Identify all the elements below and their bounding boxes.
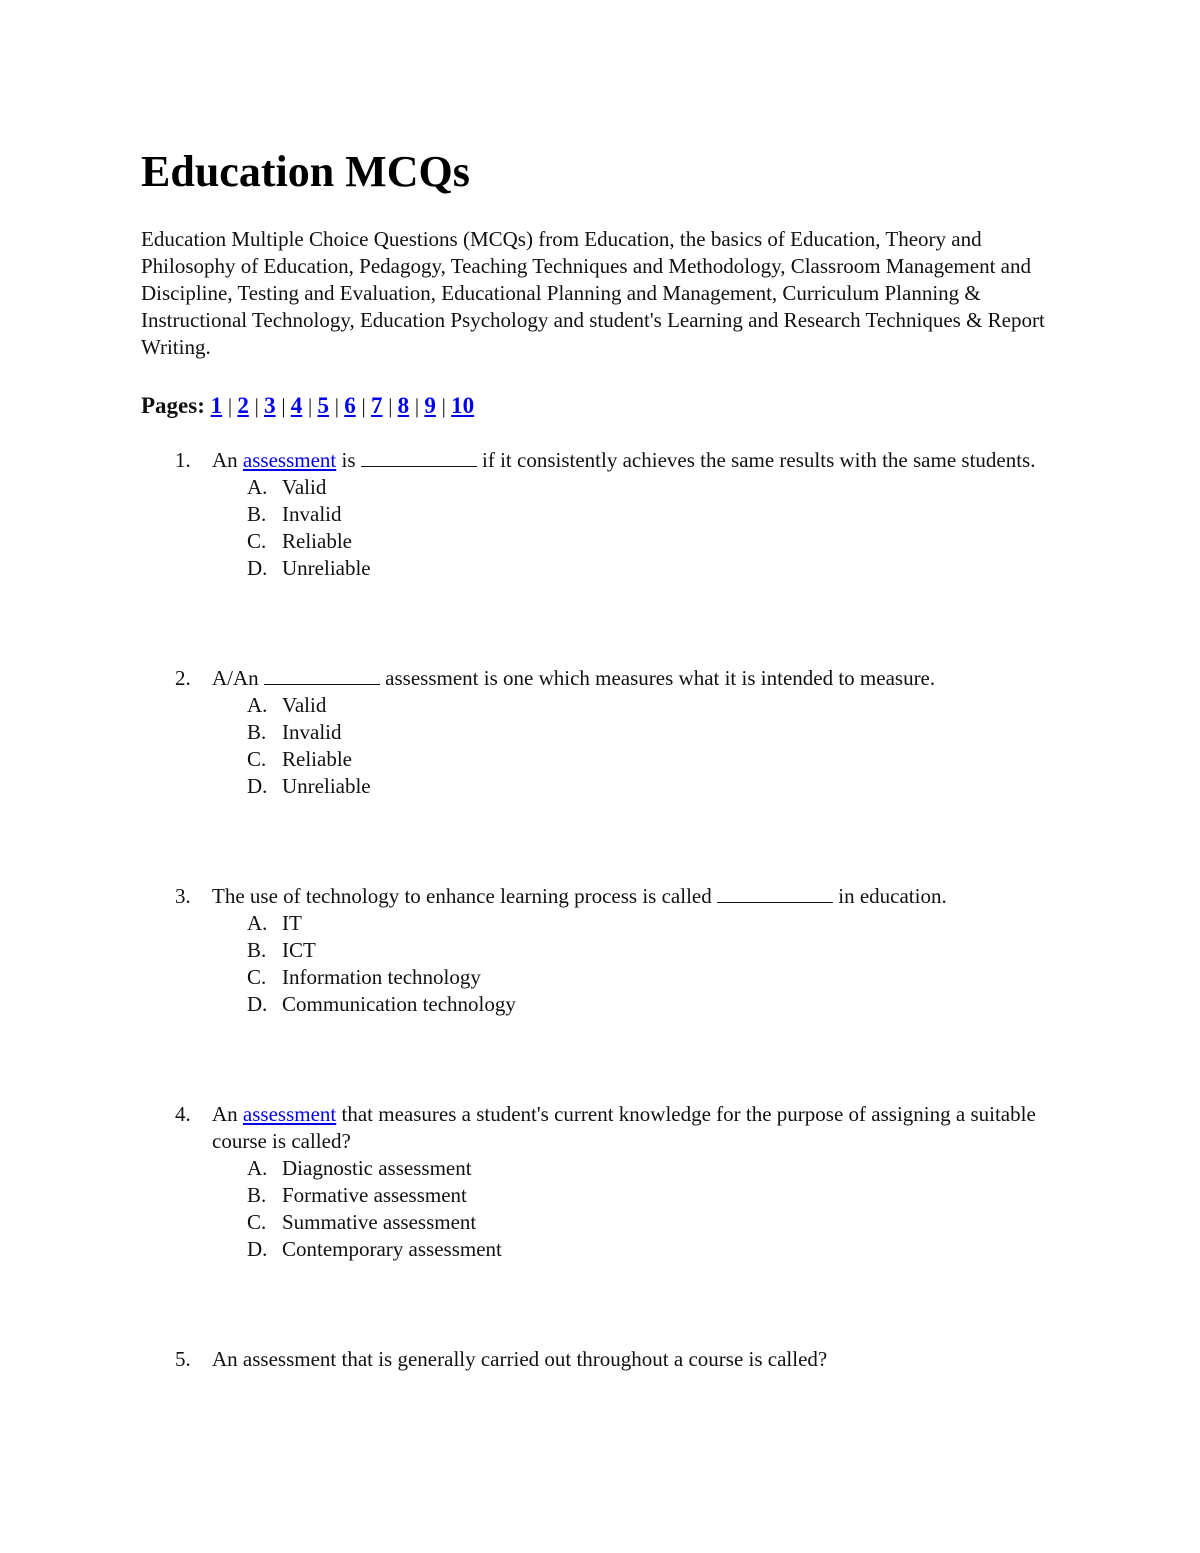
option-item bbox=[212, 1182, 1071, 1209]
pagination bbox=[141, 391, 1071, 421]
option-item bbox=[212, 746, 1071, 773]
option-item bbox=[212, 719, 1071, 746]
option-item bbox=[212, 937, 1071, 964]
option-text: Information technology bbox=[282, 965, 481, 989]
page-separator: | bbox=[414, 394, 425, 418]
option-text: Diagnostic assessment bbox=[282, 1156, 472, 1180]
option-letter: D. bbox=[247, 556, 268, 580]
option-list bbox=[212, 1155, 1071, 1263]
question-number: 5. bbox=[175, 1347, 191, 1371]
page-separator: | bbox=[388, 394, 398, 418]
option-item bbox=[212, 528, 1071, 555]
question-text-part: assessment is one which measures what it is intended to measure. bbox=[379, 666, 936, 690]
option-item bbox=[212, 474, 1071, 501]
question-text: An assessment that is generally carried out throughout a course is called? bbox=[212, 1347, 828, 1371]
question-number: 2. bbox=[175, 666, 191, 690]
option-list bbox=[212, 474, 1071, 582]
question-text bbox=[212, 1101, 1071, 1155]
question-list bbox=[141, 447, 1071, 1373]
pagination-label: Pages: bbox=[141, 393, 211, 418]
option-text: Invalid bbox=[282, 720, 342, 744]
question-text bbox=[212, 665, 1071, 692]
page-separator: | bbox=[441, 394, 452, 418]
question-text-part: in education. bbox=[832, 884, 947, 908]
option-letter: B. bbox=[247, 938, 267, 962]
option-item bbox=[212, 773, 1071, 800]
page-link-7[interactable]: 7 bbox=[370, 393, 383, 418]
option-letter: C. bbox=[247, 1210, 267, 1234]
option-text: Reliable bbox=[282, 529, 352, 553]
option-text: Summative assessment bbox=[282, 1210, 477, 1234]
question-text-part: An bbox=[212, 448, 243, 472]
option-text: Unreliable bbox=[282, 774, 371, 798]
page-link-4[interactable]: 4 bbox=[290, 393, 303, 418]
page-link-6[interactable]: 6 bbox=[344, 393, 356, 418]
page-link-8[interactable]: 8 bbox=[397, 393, 410, 418]
option-item bbox=[212, 692, 1071, 719]
option-text: Reliable bbox=[282, 747, 352, 771]
question-item bbox=[141, 665, 1071, 800]
option-letter: C. bbox=[247, 965, 267, 989]
option-letter: D. bbox=[247, 774, 268, 798]
option-item bbox=[212, 991, 1071, 1018]
option-text: Valid bbox=[282, 475, 327, 499]
option-text: Formative assessment bbox=[282, 1183, 467, 1207]
question-text-part: if it consistently achieves the same results with the same students. bbox=[476, 448, 1036, 472]
page-separator: | bbox=[254, 394, 265, 418]
option-text: Valid bbox=[282, 693, 327, 717]
answer-blank bbox=[264, 666, 380, 685]
page-link-10[interactable]: 10 bbox=[451, 393, 475, 418]
option-list bbox=[212, 692, 1071, 800]
intro-paragraph: Education Multiple Choice Questions (MCQs) from Education, the basics of Education, Theory and Philosophy of Education, Pedagogy, Teaching Techniques and Methodology, Classroom Management and Discipline, Testing and Evaluation, Educational Planning and Management, Curriculum Planning & Instructional Technology, Education Psychology and student's Learning and Research Techniques & Report Writing. bbox=[141, 227, 1045, 359]
page-link-9[interactable]: 9 bbox=[424, 393, 436, 418]
question-item bbox=[141, 1101, 1071, 1263]
option-text: ICT bbox=[282, 938, 316, 962]
question-text-part: is bbox=[336, 448, 361, 472]
option-text: Communication technology bbox=[282, 992, 516, 1016]
question-number: 4. bbox=[175, 1102, 191, 1126]
page-link-2[interactable]: 2 bbox=[237, 393, 249, 418]
option-letter: B. bbox=[247, 502, 267, 526]
question-number: 1. bbox=[175, 448, 191, 472]
document-page bbox=[141, 140, 1071, 1373]
question-text-part: that measures a student's current knowledge for the purpose of assigning a suitable course is called? bbox=[212, 1102, 1036, 1153]
option-letter: A. bbox=[247, 693, 268, 717]
question-number: 3. bbox=[175, 884, 191, 908]
option-letter: C. bbox=[247, 529, 267, 553]
page-separator: | bbox=[227, 394, 238, 418]
option-letter: D. bbox=[247, 1237, 268, 1261]
question-item bbox=[141, 447, 1071, 582]
page-separator: | bbox=[334, 394, 345, 418]
option-item bbox=[212, 964, 1071, 991]
assessment-link[interactable]: assessment bbox=[242, 1102, 337, 1126]
question-text-part: A/An bbox=[212, 666, 264, 690]
option-item bbox=[212, 501, 1071, 528]
question-text bbox=[212, 883, 1071, 910]
option-text: Contemporary assessment bbox=[282, 1237, 502, 1261]
page-separator: | bbox=[308, 394, 318, 418]
option-letter: B. bbox=[247, 1183, 267, 1207]
option-item bbox=[212, 555, 1071, 582]
option-letter: D. bbox=[247, 992, 268, 1016]
option-item bbox=[212, 1236, 1071, 1263]
page-link-3[interactable]: 3 bbox=[264, 393, 276, 418]
page-separator: | bbox=[281, 394, 291, 418]
option-letter: A. bbox=[247, 475, 268, 499]
page-link-1[interactable]: 1 bbox=[210, 393, 223, 418]
option-list bbox=[212, 910, 1071, 1018]
answer-blank bbox=[361, 448, 477, 467]
option-item bbox=[212, 1209, 1071, 1236]
question-text bbox=[212, 447, 1071, 474]
option-letter: A. bbox=[247, 1156, 268, 1180]
page-separator: | bbox=[361, 394, 371, 418]
question-text-part: An bbox=[212, 1102, 243, 1126]
question-text-part: The use of technology to enhance learning process is called bbox=[212, 884, 717, 908]
option-letter: C. bbox=[247, 747, 267, 771]
option-text: Invalid bbox=[282, 502, 342, 526]
option-text: IT bbox=[282, 911, 302, 935]
question-item bbox=[141, 883, 1071, 1018]
option-letter: B. bbox=[247, 720, 267, 744]
page-title: Education MCQs bbox=[141, 147, 470, 196]
answer-blank bbox=[717, 884, 833, 903]
option-letter: A. bbox=[247, 911, 268, 935]
option-item bbox=[212, 910, 1071, 937]
option-item bbox=[212, 1155, 1071, 1182]
page-link-5[interactable]: 5 bbox=[317, 393, 329, 418]
option-text: Unreliable bbox=[282, 556, 371, 580]
assessment-link[interactable]: assessment bbox=[242, 448, 337, 472]
question-item bbox=[141, 1346, 1071, 1373]
